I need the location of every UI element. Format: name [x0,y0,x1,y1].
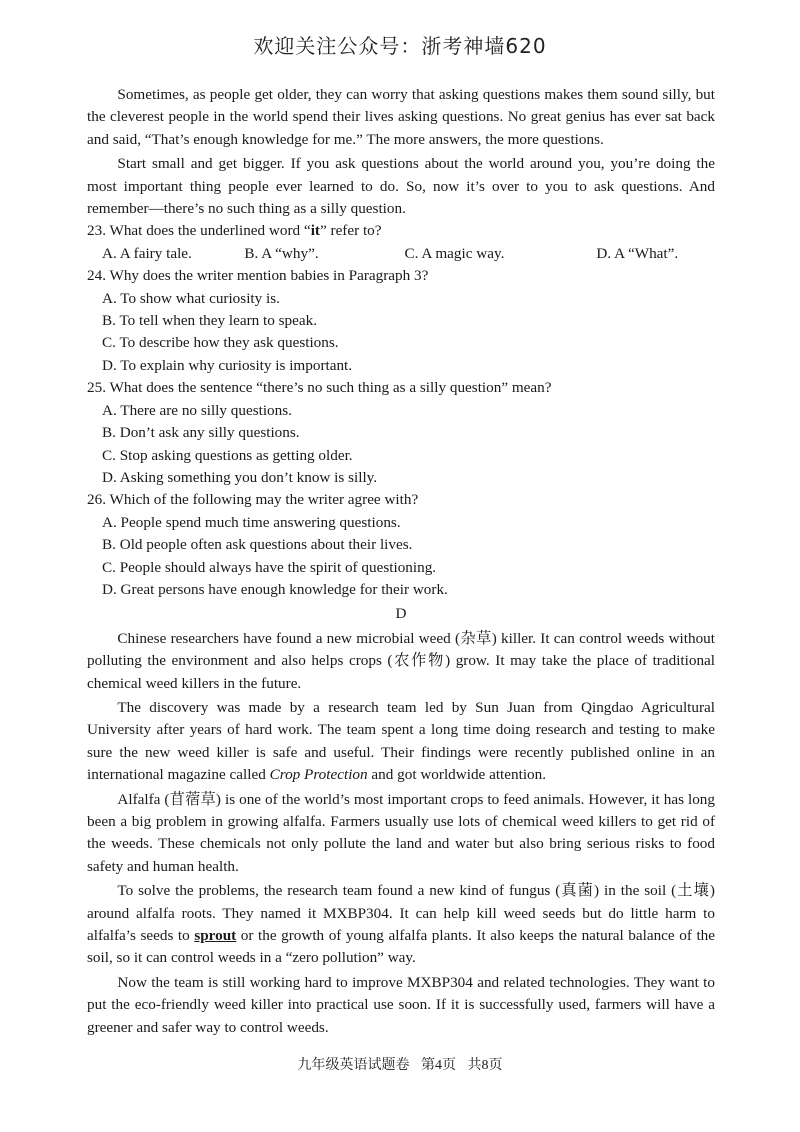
question-23 [87,220,715,265]
paragraph-text: and got worldwide attention. [367,766,547,784]
stem-keyword: it [310,222,320,240]
option-row [102,243,715,265]
option-c: C. Stop asking questions as getting older. [102,446,353,464]
option-b: B. Don’t ask any silly questions. [102,424,300,442]
paragraph: Start small and get bigger. If you ask questions about the world around you, you’re doing the most important thing people ever learned to do. So, now it’s over to you to ask questions. And remember—there’s no such thing as a silly question. [87,155,715,218]
question-stem: 24. Why does the writer mention babies in Paragraph 3? [87,267,429,285]
paragraph [87,697,715,787]
option-d: D. Asking something you don’t know is silly. [102,468,378,486]
paragraph: Sometimes, as people get older, they can worry that asking questions makes them sound silly, but the cleverest people in the world spend their lives asking questions. No great genius has ever sat back and said, “That’s enough knowledge for me.” The more answers, the more questions. [87,86,715,148]
option-c: C. People should always have the spirit of questioning. [102,558,437,576]
question-26 [87,489,715,601]
footer-page-number: 第4页 [421,1058,456,1073]
question-25 [87,377,715,489]
paragraph [87,880,715,970]
question-24 [87,265,715,377]
footer-total-pages: 共8页 [467,1058,503,1073]
option-a: A. To show what curiosity is. [102,289,280,307]
option-b: B. To tell when they learn to speak. [102,312,318,330]
option-c: C. To describe how they ask questions. [102,334,339,352]
question-stem [87,220,715,242]
paragraph: Now the team is still working hard to improve MXBP304 and related technologies. They want to put the eco-friendly weed killer into practical use soon. If it is successfully used, farmers will have a greener and safer way to control weeds. [87,973,715,1036]
stem-text: ” refer to? [319,222,382,240]
option-d: D. Great persons have enough knowledge for their work. [102,580,448,598]
paragraph: Alfalfa (苜蓿草) is one of the world’s most important crops to feed animals. However, it has long been a big problem in growing alfalfa. Farmers usually use lots of chemical weed killers to get rid of the weeds. These chemicals not only pollute the land and water but also bring serious risks to food safety and human health. [87,790,715,875]
option-a: A. People spend much time answering questions. [102,513,401,531]
option-a: A. A fairy tale. [102,244,192,262]
question-stem: 25. What does the sentence “there’s no such thing as a silly question” mean? [87,379,552,397]
section-label: D [395,605,407,623]
option-a: A. There are no silly questions. [102,401,292,419]
exam-content [87,84,715,1039]
option-b: B. Old people often ask questions about their lives. [102,536,413,554]
paragraph-text: To solve the problems, the research team found a new kind of fungus (真菌) in the soil (土壤) around alfalfa roots. They named it MXBP304. It can help kill weed seeds but do little harm to alfalfa’s seeds to [87,882,715,945]
underlined-word: sprout [194,927,237,945]
paragraph: Chinese researchers have found a new microbial weed (杂草) killer. It can control weeds without polluting the environment and also helps crops (农作物) grow. It may take the place of traditional chemical weed killers in the future. [87,629,715,692]
footer-title: 九年级英语试题卷 [297,1058,410,1073]
option-c: C. A magic way. [404,244,505,262]
question-stem: 26. Which of the following may the writer agree with? [87,491,419,509]
paragraph-text: The discovery was made by a research team led by Sun Juan from Qingdao Agricultural University after years of hard work. The team spent a long time doing research and testing to make sure the new weed killer is safe and useful. Their findings were recently published online in an international magazine called [87,698,715,784]
option-d: D. To explain why curiosity is important. [102,356,353,374]
paragraph-text: or the growth of young alfalfa plants. It also keeps the natural balance of the soil, so it can control weeds in a “zero pollution” way. [87,927,715,967]
page-header: 欢迎关注公众号：浙考神墙620 [253,34,547,58]
stem-text: 23. What does the underlined word “ [87,222,311,240]
page-footer [0,1054,800,1074]
option-d: D. A “What”. [596,244,679,262]
option-b: B. A “why”. [244,244,319,262]
magazine-title: Crop Protection [269,766,368,784]
